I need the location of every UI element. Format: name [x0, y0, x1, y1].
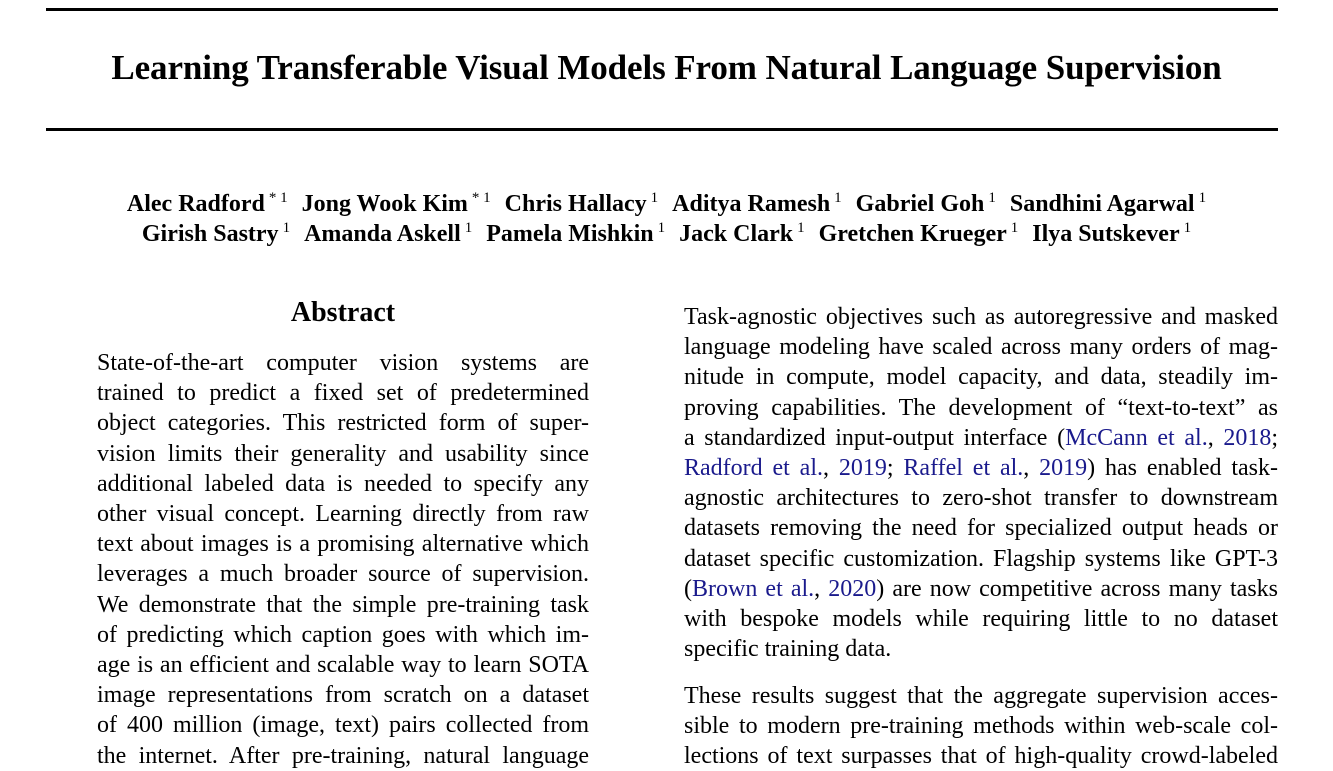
- author-name: Gabriel Goh: [855, 191, 985, 217]
- top-rule: [46, 8, 1278, 11]
- author: [679, 221, 805, 247]
- abstract-line: object categories. This restricted form of super-: [97, 410, 589, 436]
- intro-text: ,: [823, 455, 839, 481]
- author-name: Jong Wook Kim: [301, 191, 468, 217]
- intro-text: proving capabilities. The development of “text-to-text” as: [684, 395, 1278, 421]
- citation-link[interactable]: 2018: [1223, 425, 1272, 451]
- intro-line: [684, 604, 1278, 634]
- intro-text: Task-agnostic objectives such as autoregressive and masked: [684, 304, 1278, 330]
- intro-text: nitude in compute, model capacity, and data, steadily im-: [684, 364, 1278, 390]
- intro-text: with bespoke models while requiring little to no dataset: [684, 606, 1278, 632]
- author-name: Ilya Sutskever: [1032, 221, 1180, 247]
- intro-line: [684, 302, 1278, 332]
- affiliation-mark: 1: [834, 190, 842, 206]
- intro-line: sible to modern pre-training methods within web-scale col-: [684, 713, 1278, 739]
- affiliation-mark: 1: [464, 220, 473, 236]
- citation-link[interactable]: 2020: [828, 576, 877, 602]
- author: [819, 221, 1019, 247]
- intro-line: [684, 544, 1278, 574]
- abstract-heading: Abstract: [290, 297, 396, 328]
- author: [304, 221, 472, 247]
- intro-text: ) are now competitive across many tasks: [876, 576, 1278, 602]
- affiliation-mark: 1: [1183, 220, 1192, 236]
- citation-link[interactable]: 2019: [838, 455, 887, 481]
- author: [1032, 221, 1191, 247]
- intro-text: ) has enabled task-: [1087, 455, 1278, 481]
- intro-line: [684, 574, 1278, 604]
- intro-line: [684, 393, 1278, 423]
- author-list-row-2: [0, 213, 1333, 249]
- intro-text: (: [684, 576, 692, 602]
- intro-text: language modeling have scaled across many orders of mag-: [684, 334, 1278, 360]
- intro-line: [684, 513, 1278, 543]
- affiliation-mark: 1: [657, 220, 666, 236]
- intro-text: a standardized input-output interface (: [684, 425, 1066, 451]
- paper-title: Learning Transferable Visual Models From Natural Language Supervision: [111, 48, 1222, 87]
- abstract-line: of 400 million (image, text) pairs collected from: [97, 712, 589, 738]
- intro-text: ,: [1023, 455, 1040, 481]
- intro-text: ,: [814, 576, 829, 602]
- intro-text: specific training data.: [684, 636, 892, 662]
- author-name: Gretchen Krueger: [818, 221, 1007, 247]
- abstract-line: leverages a much broader source of supervision.: [97, 561, 589, 587]
- intro-line: These results suggest that the aggregate supervision acces-: [684, 683, 1278, 709]
- affiliation-mark: 1: [650, 190, 659, 206]
- intro-line: [684, 423, 1278, 453]
- intro-line: [684, 362, 1278, 392]
- abstract-line: vision limits their generality and usability since: [97, 441, 589, 467]
- abstract-line: other visual concept. Learning directly from raw: [97, 501, 589, 527]
- intro-text: agnostic architectures to zero-shot transfer to downstream: [684, 485, 1278, 511]
- affiliation-mark: 1: [797, 220, 805, 236]
- abstract-line: of predicting which caption goes with which im-: [97, 622, 589, 648]
- affiliation-mark: 1: [1198, 190, 1207, 206]
- abstract-line: age is an efficient and scalable way to learn SOTA: [97, 652, 589, 678]
- intro-line: [684, 483, 1278, 513]
- citation-link[interactable]: Radford et al.: [684, 455, 824, 481]
- intro-text: dataset specific customization. Flagship systems like GPT-3: [684, 546, 1278, 572]
- affiliation-mark: * 1: [268, 190, 288, 206]
- intro-text: ,: [1207, 425, 1224, 451]
- affiliation-mark: 1: [282, 220, 291, 236]
- intro-text: datasets removing the need for specialized output heads or: [684, 515, 1278, 541]
- intro-line: [684, 453, 1278, 483]
- author: [486, 221, 665, 247]
- author-name: Girish Sastry: [141, 221, 279, 247]
- author-name: Chris Hallacy: [504, 191, 647, 217]
- abstract-line: the internet. After pre-training, natural language: [97, 743, 589, 769]
- author-name: Pamela Mishkin: [486, 221, 654, 247]
- intro-line: lections of text surpasses that of high-quality crowd-labeled: [684, 743, 1278, 769]
- citation-link[interactable]: McCann et al.: [1065, 425, 1208, 451]
- abstract-line: image representations from scratch on a dataset: [97, 682, 589, 708]
- citation-link[interactable]: Raffel et al.: [903, 455, 1024, 481]
- author-name: Jack Clark: [679, 221, 794, 247]
- affiliation-mark: 1: [988, 190, 996, 206]
- author-name: Amanda Askell: [304, 221, 461, 247]
- intro-line: [684, 634, 1278, 664]
- intro-line: [684, 332, 1278, 362]
- intro-text: ;: [886, 455, 904, 481]
- affiliation-mark: 1: [1010, 220, 1019, 236]
- abstract-line: additional labeled data is needed to specify any: [97, 471, 589, 497]
- abstract-line: trained to predict a fixed set of predetermined: [97, 380, 589, 406]
- author-name: Sandhini Agarwal: [1009, 191, 1195, 217]
- abstract-line: State-of-the-art computer vision systems are: [97, 350, 589, 376]
- citation-link[interactable]: 2019: [1039, 455, 1088, 481]
- intro-text: ;: [1271, 425, 1279, 451]
- author-name: Alec Radford: [126, 191, 265, 217]
- abstract-line: text about images is a promising alternative which: [97, 531, 589, 557]
- author: [142, 221, 290, 247]
- title-bottom-rule: [46, 128, 1278, 131]
- affiliation-mark: * 1: [471, 190, 491, 206]
- author-name: Aditya Ramesh: [672, 191, 831, 217]
- citation-link[interactable]: Brown et al.: [692, 576, 815, 602]
- abstract-line: We demonstrate that the simple pre-training task: [97, 592, 589, 618]
